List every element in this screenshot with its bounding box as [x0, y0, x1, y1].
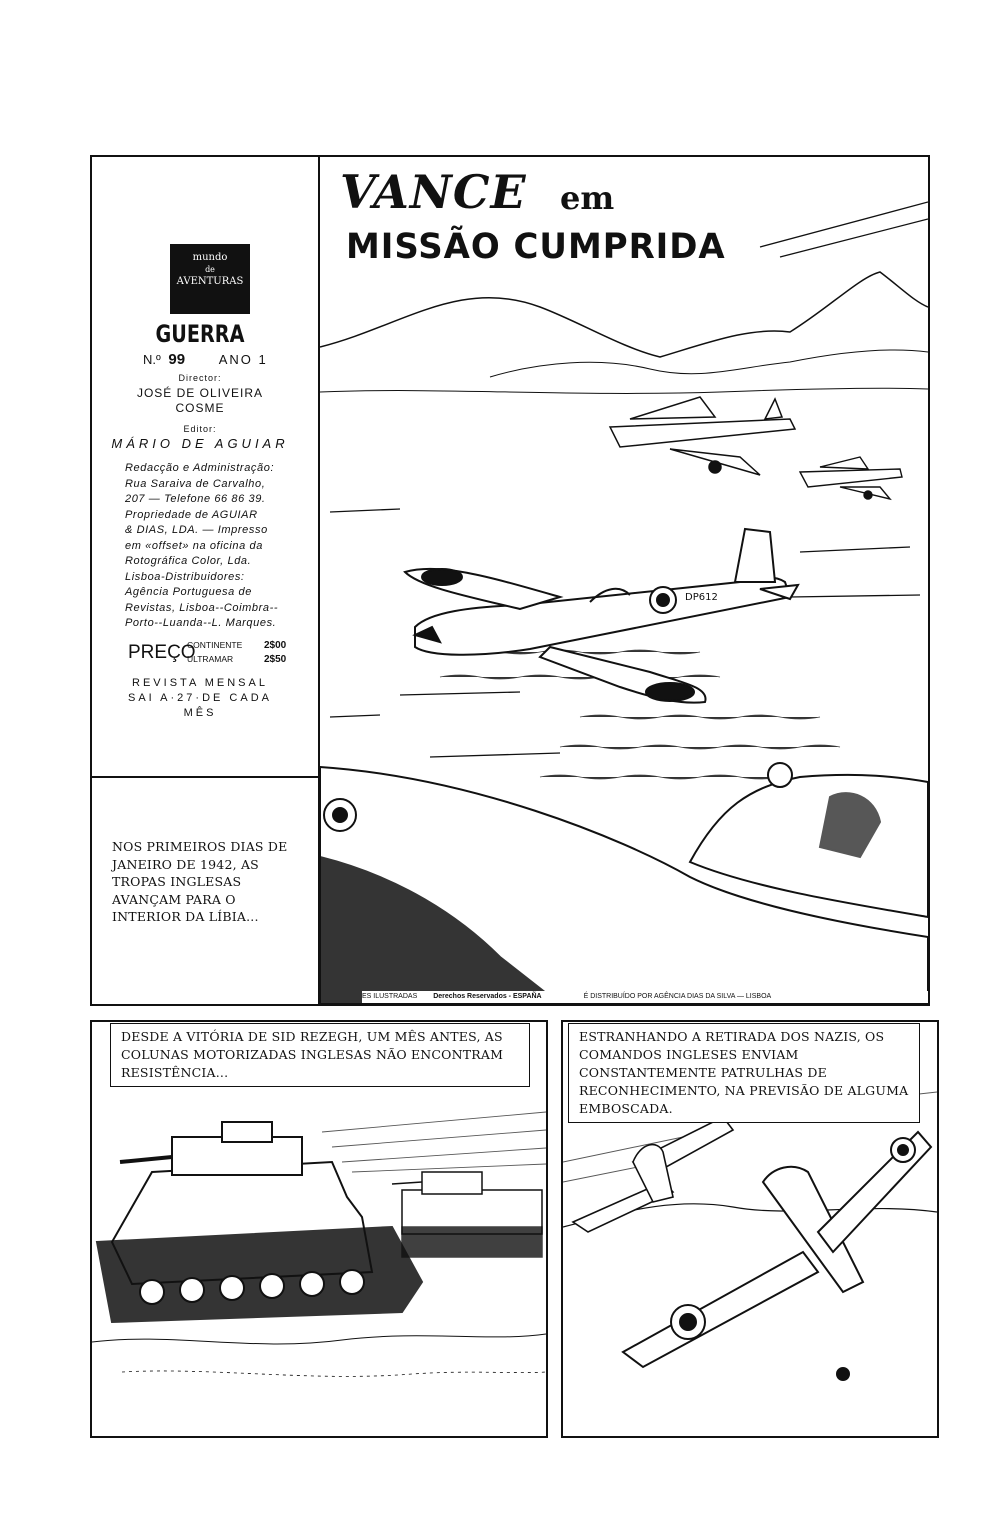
intro-caption: NOS PRIMEIROS DIAS DE JANEIRO DE 1942, AS TROPAS INGLESAS AVANÇAM PARA O INTERIOR DA LÍBIA... — [112, 839, 288, 924]
credits-line: Lisboa-Distribuidores: — [125, 570, 245, 583]
panel-patrol-caption: ESTRANHANDO A RETIRADA DOS NAZIS, OS COMANDOS INGLESES ENVIAM CONSTANTEMENTE PATRULHAS DE RECONHECIMENTO, NA PREVISÃO DE ALGUMA EMBOSCADA. — [568, 1023, 920, 1123]
aircraft-code: DP612 — [685, 592, 718, 603]
credits-block — [125, 461, 297, 632]
schedule-line-2: SAI A·27·DE CADA — [128, 692, 272, 704]
series-title: GUERRA — [155, 320, 245, 348]
price-overseas: 2$50 — [264, 654, 287, 665]
mundo-de-aventuras-logo — [170, 244, 250, 314]
rights-middle: Derechos Reservados - ESPAÑA — [433, 993, 542, 1000]
rights-left: ES ILUSTRADAS — [362, 993, 418, 1000]
rights-right: É DISTRIBUÍDO POR AGÊNCIA DIAS DA SILVA — LISBOA — [583, 993, 772, 1000]
spitfire-patrol-far — [573, 1117, 733, 1232]
dust-ground — [92, 1334, 546, 1344]
schedule-line-3: MÊS — [183, 707, 217, 719]
price-continent-label: CONTINENTE — [187, 640, 243, 650]
price-continent: 2$00 — [264, 640, 287, 651]
tank-front — [97, 1122, 422, 1322]
title-vance: VANCE — [340, 165, 527, 219]
director-name-1: JOSÉ DE OLIVEIRA — [136, 386, 264, 400]
credits-line: Agência Portuguesa de — [125, 586, 252, 598]
logo-line3: AVENTURAS — [176, 276, 244, 287]
sky-lines — [322, 1112, 546, 1172]
issue-label: N.º — [143, 352, 161, 367]
splash-panel — [318, 155, 930, 1006]
director-name-2: COSME — [175, 401, 225, 415]
credits-line: Revistas, Lisboa--Coimbra-- — [125, 601, 279, 614]
credits-line: 207 — Telefone 66 86 39. — [125, 493, 266, 505]
mountain-ridge — [320, 272, 928, 357]
issue-number: 99 — [168, 351, 186, 368]
schedule-line-1: REVISTA MENSAL — [132, 677, 268, 689]
far-dunes — [490, 350, 928, 377]
price-block — [125, 640, 300, 668]
desert-horizon — [320, 388, 928, 393]
splash-illustration — [320, 157, 928, 1004]
issue-line — [143, 351, 293, 368]
title-em: em — [560, 179, 615, 217]
tank-rear — [392, 1172, 542, 1257]
rights-strip — [362, 991, 928, 1003]
director-label: Director: — [178, 373, 222, 383]
credits-line: Rua Saraiva de Carvalho, — [125, 477, 266, 490]
credits-line: & DIAS, LDA. — Impresso — [125, 524, 268, 536]
title-missao-cumprida: MISSÃO CUMPRIDA — [346, 227, 726, 267]
editor-name: MÁRIO DE AGUIAR — [111, 436, 289, 451]
foreground-cockpit-plane — [320, 763, 928, 1004]
panel-tanks-caption: DESDE A VITÓRIA DE SID REZEGH, UM MÊS ANTES, AS COLUNAS MOTORIZADAS INGLESAS NÃO ENCONTRAM RESISTÊNCIA... — [110, 1023, 530, 1087]
credits-line: Rotográfica Color, Lda. — [125, 555, 252, 567]
editor-label: Editor: — [183, 424, 217, 434]
spitfire-distant-2 — [800, 457, 902, 499]
price-overseas-label: ULTRAMAR — [187, 654, 234, 664]
story-title — [340, 165, 780, 275]
logo-line1: mundo — [192, 252, 228, 263]
spitfire-distant-1 — [610, 397, 795, 475]
spitfire-patrol-near — [623, 1132, 931, 1380]
credits-line: Propriedade de AGUIAR — [125, 508, 258, 521]
credits-line: Porto--Luanda--L. Marques. — [125, 617, 277, 629]
issue-year: ANO 1 — [218, 352, 268, 367]
credits-line: em «offset» na oficina da — [125, 539, 263, 552]
credits-line: Redacção e Administração: — [125, 462, 275, 474]
price-label: PREÇO — [128, 642, 196, 663]
logo-line2: de — [205, 265, 215, 274]
